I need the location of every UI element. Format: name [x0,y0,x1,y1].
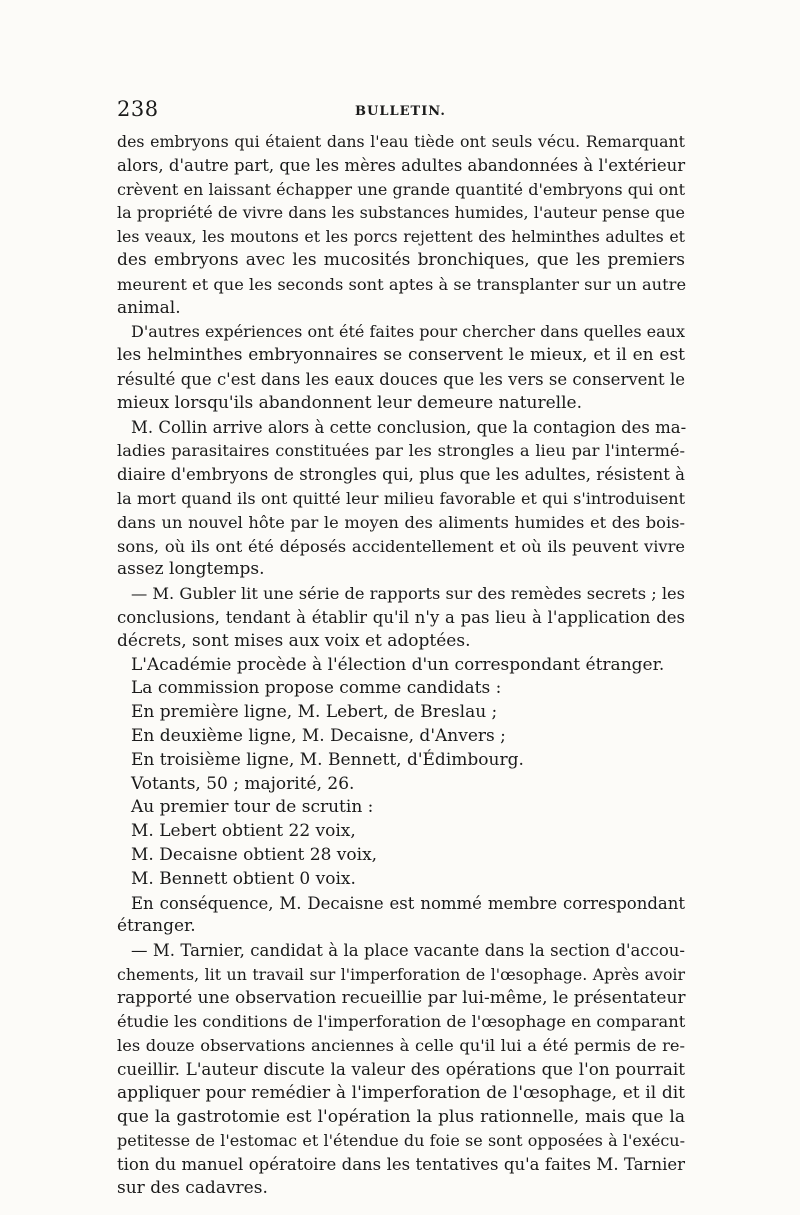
body-text [117,130,685,1201]
page-number: 238 [117,97,159,121]
text-line: crèvent en laissant échapper une grande quantité d'embryons qui ont [117,179,685,199]
text-line: la propriété de vivre dans les substances humides, l'auteur pense que [117,203,685,223]
text-line: D'autres expériences ont été faites pour chercher dans quelles eaux [131,322,685,342]
text-line: des embryons avec les mucosités bronchiques, que les premiers [117,249,685,270]
text-line: M. Bennett obtient 0 voix. [131,868,356,889]
text-line: la mort quand ils ont quitté leur milieu favorable et qui s'introduisent [117,488,685,508]
text-line: meurent et que les seconds sont aptes à se transplanter sur un autre [117,274,687,294]
text-line: ladies parasitaires constituées par les strongles a lieu par l'intermé- [117,441,685,461]
page-header [117,97,687,125]
text-line: sons, où ils ont été déposés accidentellement et où ils peuvent vivre [117,536,685,556]
text-line: L'Académie procède à l'élection d'un correspondant étranger. [131,654,665,675]
text-line: Au premier tour de scrutin : [131,797,374,818]
running-title: BULLETIN. [355,104,446,119]
text-line: étudie les conditions de l'imperforation de l'œsophage en comparant [117,1012,686,1032]
text-line: conclusions, tendant à établir qu'il n'y a pas lieu à l'application des [117,607,685,627]
text-line: rapporté une observation recueillie par lui-même, le présentateur [117,987,686,1008]
text-line: animal. [117,297,181,318]
text-line: En conséquence, M. Decaisne est nommé membre correspondant [131,893,685,913]
text-line: les douze observations anciennes à celle qu'il lui a été permis de re- [117,1036,685,1056]
text-line: En troisième ligne, M. Bennett, d'Édimbourg. [131,749,524,770]
text-line: En première ligne, M. Lebert, de Breslau ; [131,702,498,723]
text-line: M. Decaisne obtient 28 voix, [131,844,378,865]
text-line: La commission propose comme candidats : [131,678,502,699]
text-line: assez longtemps. [117,559,265,580]
text-line: — M. Tarnier, candidat à la place vacante dans la section d'accou- [131,941,685,961]
text-line: — M. Gubler lit une série de rapports sur des remèdes secrets ; les [131,584,685,604]
text-line: que la gastrotomie est l'opération la plus rationnelle, mais que la [117,1106,685,1127]
text-line: M. Lebert obtient 22 voix, [131,821,356,842]
text-line: les veaux, les moutons et les porcs rejettent des helminthes adultes et [117,227,685,247]
text-line: petitesse de l'estomac et l'étendue du foie se sont opposées à l'exécu- [117,1131,685,1151]
text-line: étranger. [117,916,196,937]
text-line: appliquer pour remédier à l'imperforation de l'œsophage, et il dit [117,1082,685,1103]
text-line: M. Collin arrive alors à cette conclusion, que la contagion des ma- [131,417,687,437]
text-line: Votants, 50 ; majorité, 26. [131,773,355,794]
text-line: décrets, sont mises aux voix et adoptées. [117,630,471,651]
text-line: alors, d'autre part, que les mères adultes abandonnées à l'extérieur [117,155,686,175]
text-line: les helminthes embryonnaires se conservent le mieux, et il en est [117,345,685,366]
text-line: tion du manuel opératoire dans les tentatives qu'a faites M. Tarnier [117,1155,685,1175]
text-line: chements, lit un travail sur l'imperforation de l'œsophage. Après avoir [117,964,685,984]
text-line: des embryons qui étaient dans l'eau tiède ont seuls vécu. Remarquant [117,132,685,151]
text-line: En deuxième ligne, M. Decaisne, d'Anvers ; [131,725,506,746]
text-line: dans un nouvel hôte par le moyen des aliments humides et des bois- [117,512,685,532]
text-line: mieux lorsqu'ils abandonnent leur demeure naturelle. [117,392,582,413]
text-line: cueillir. L'auteur discute la valeur des opérations que l'on pourrait [117,1059,685,1080]
text-line: résulté que c'est dans les eaux douces que les vers se conservent le [117,369,685,389]
text-line: diaire d'embryons de strongles qui, plus que les adultes, résistent à [117,465,685,485]
text-line: sur des cadavres. [117,1178,268,1199]
